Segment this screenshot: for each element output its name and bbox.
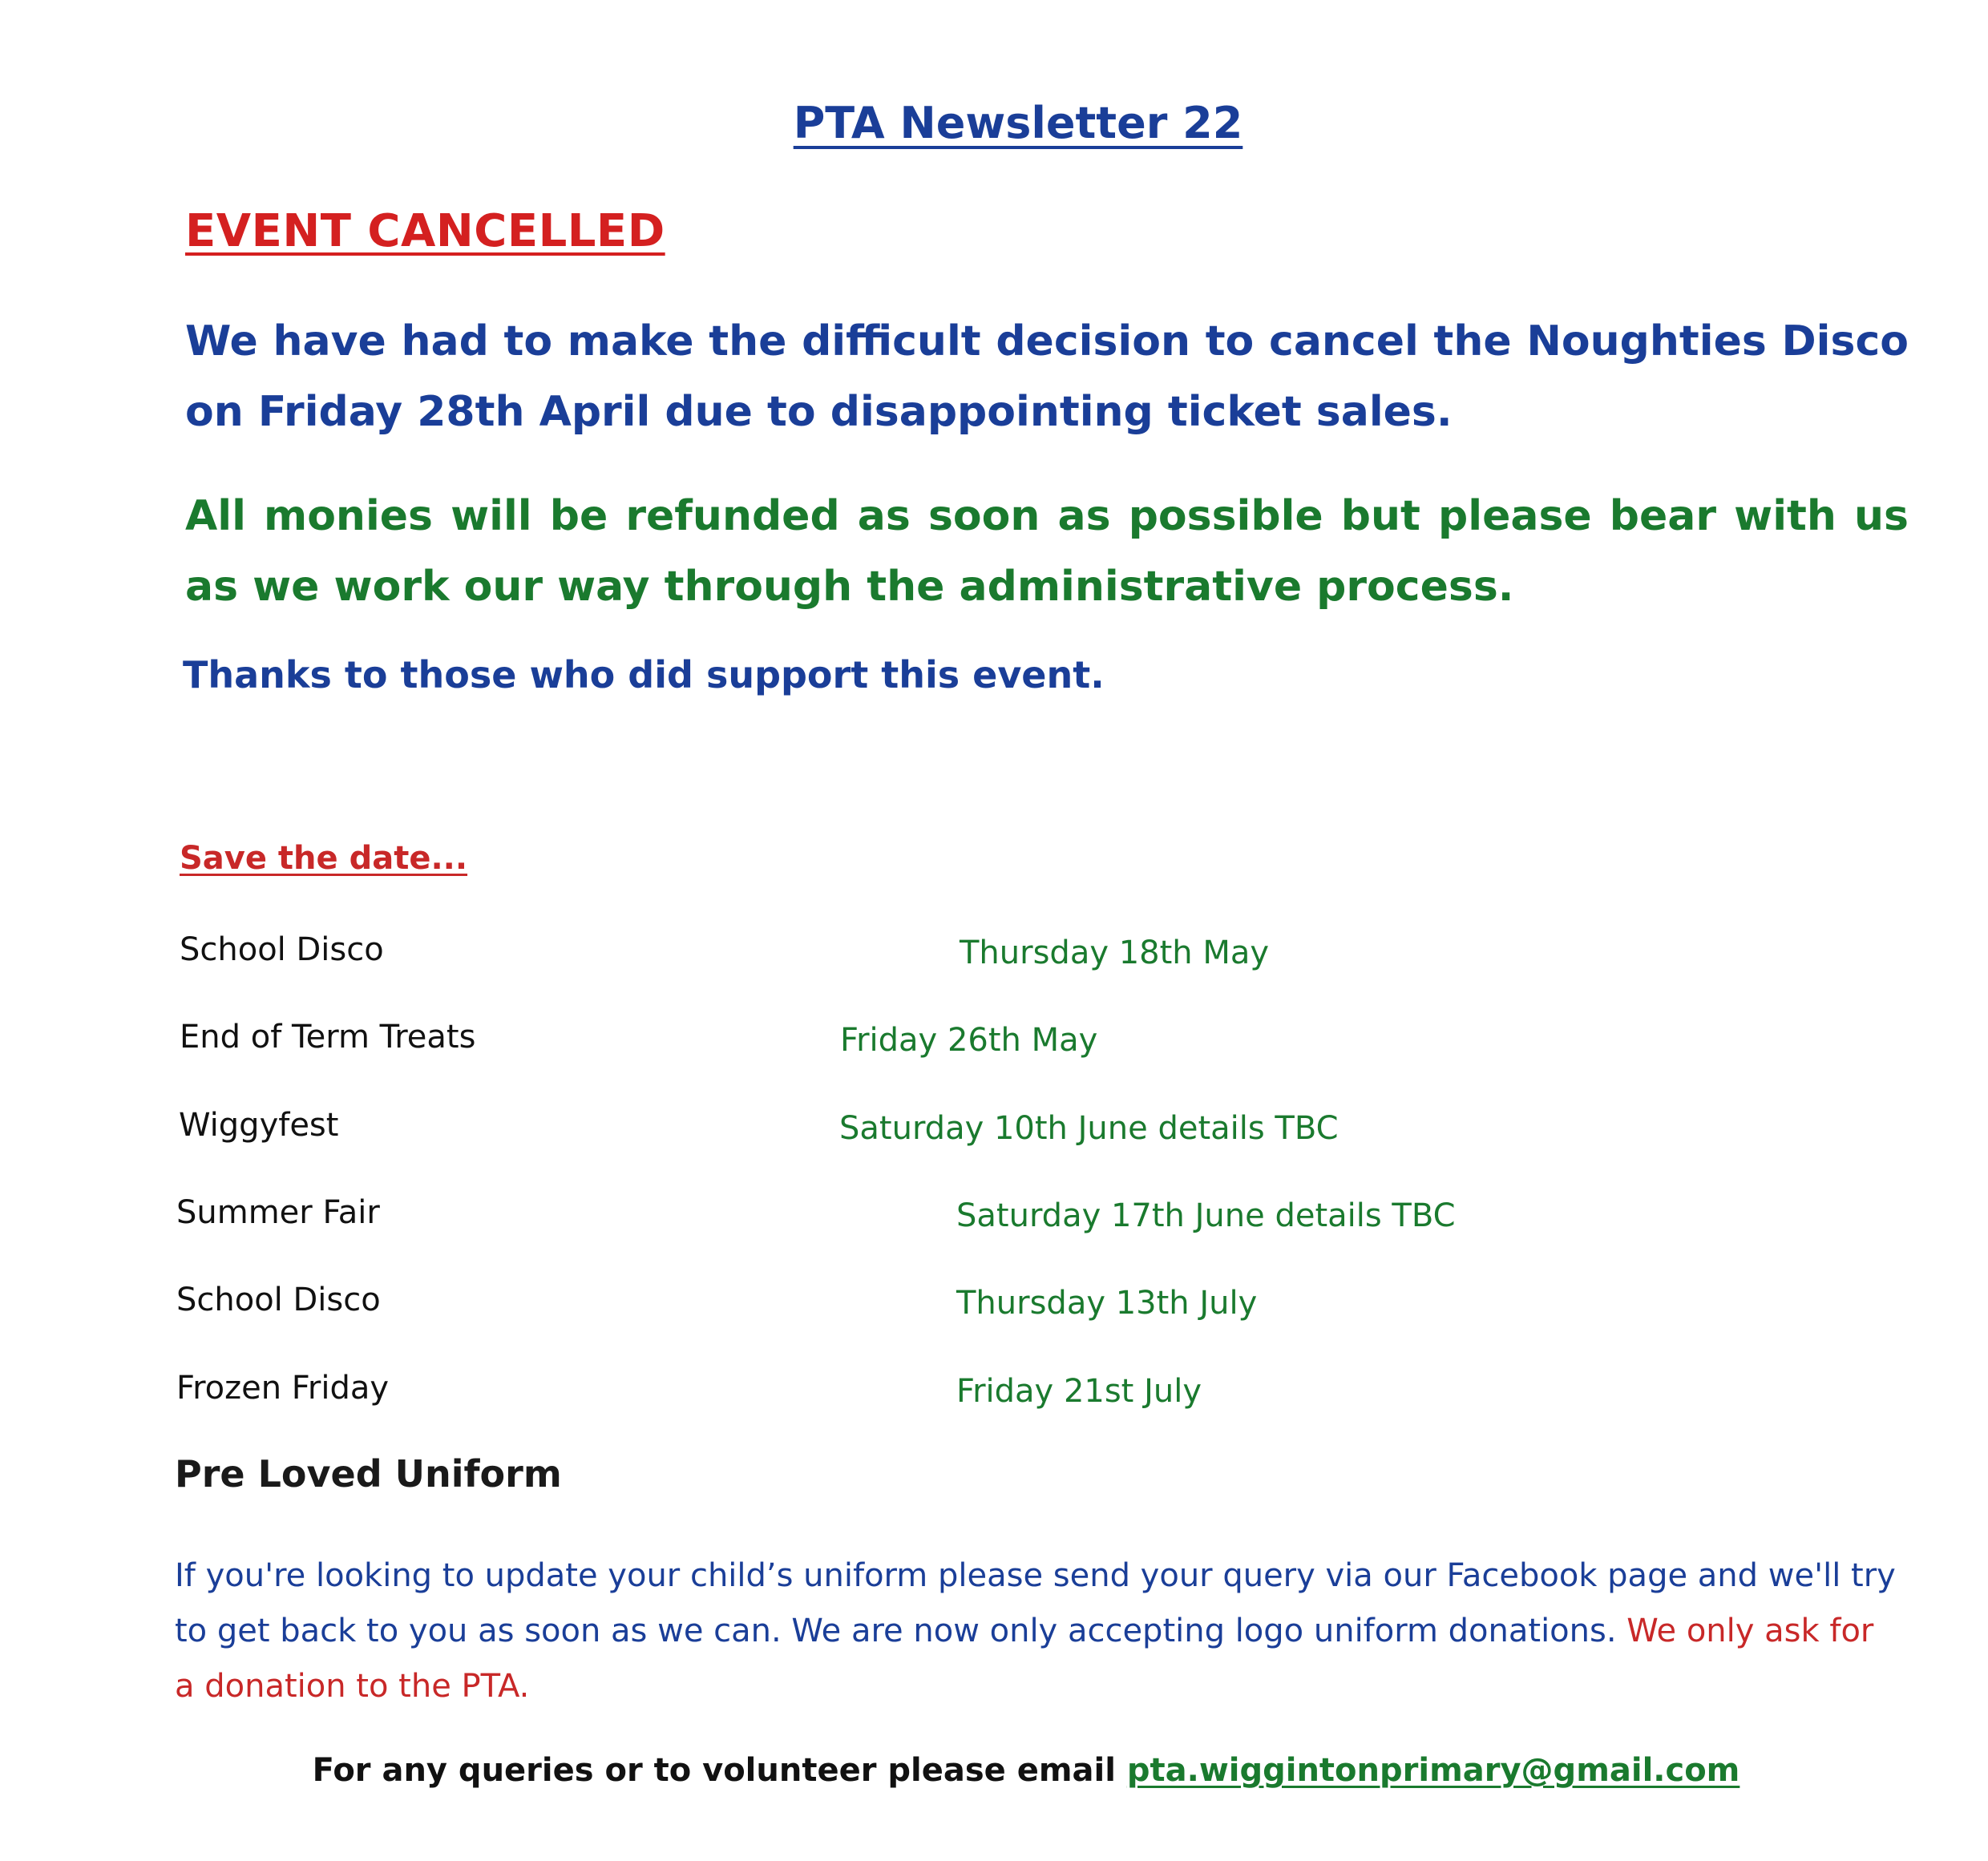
event-cancelled-heading: EVENT CANCELLED xyxy=(185,205,665,257)
refund-notice-paragraph: All monies will be refunded as soon as possible but please bear with us as we work our way through the administrative process. xyxy=(185,492,1909,611)
event-date: Thursday 13th July xyxy=(956,1285,1258,1322)
event-name: Wiggyfest xyxy=(179,1107,339,1144)
pre-loved-uniform-text xyxy=(175,1548,1898,1714)
save-the-date-heading: Save the date... xyxy=(180,840,468,877)
event-date: Thursday 18th May xyxy=(960,935,1270,971)
event-date: Friday 21st July xyxy=(956,1373,1202,1410)
cancel-notice-paragraph: We have had to make the difficult decision to cancel the Noughties Disco on Friday 28th April due to disappointing ticket sales. xyxy=(185,317,1909,436)
event-date: Saturday 17th June details TBC xyxy=(956,1197,1456,1234)
thanks-message: Thanks to those who did support this event. xyxy=(183,653,1105,696)
event-date: Saturday 10th June details TBC xyxy=(839,1110,1339,1147)
event-name: Summer Fair xyxy=(176,1194,380,1231)
event-name: Frozen Friday xyxy=(176,1370,390,1407)
contact-email-link[interactable]: pta.wiggintonprimary@gmail.com xyxy=(1126,1752,1740,1789)
contact-line xyxy=(0,1752,1988,1789)
uniform-donation-note: We only ask for a donation to the PTA. xyxy=(175,1613,1874,1705)
pre-loved-uniform-heading: Pre Loved Uniform xyxy=(175,1452,562,1496)
event-name: End of Term Treats xyxy=(180,1019,476,1056)
event-date: Friday 26th May xyxy=(840,1022,1098,1059)
event-name: School Disco xyxy=(176,1282,381,1318)
contact-text: For any queries or to volunteer please email xyxy=(312,1752,1116,1789)
newsletter-title: PTA Newsletter 22 xyxy=(793,98,1243,148)
event-name: School Disco xyxy=(180,931,384,968)
uniform-info-text: If you're looking to update your child’s uniform please send your query via our Facebook page and we'll try to get back to you as soon as we can. We are now only accepting logo uniform donations. xyxy=(175,1557,1896,1649)
